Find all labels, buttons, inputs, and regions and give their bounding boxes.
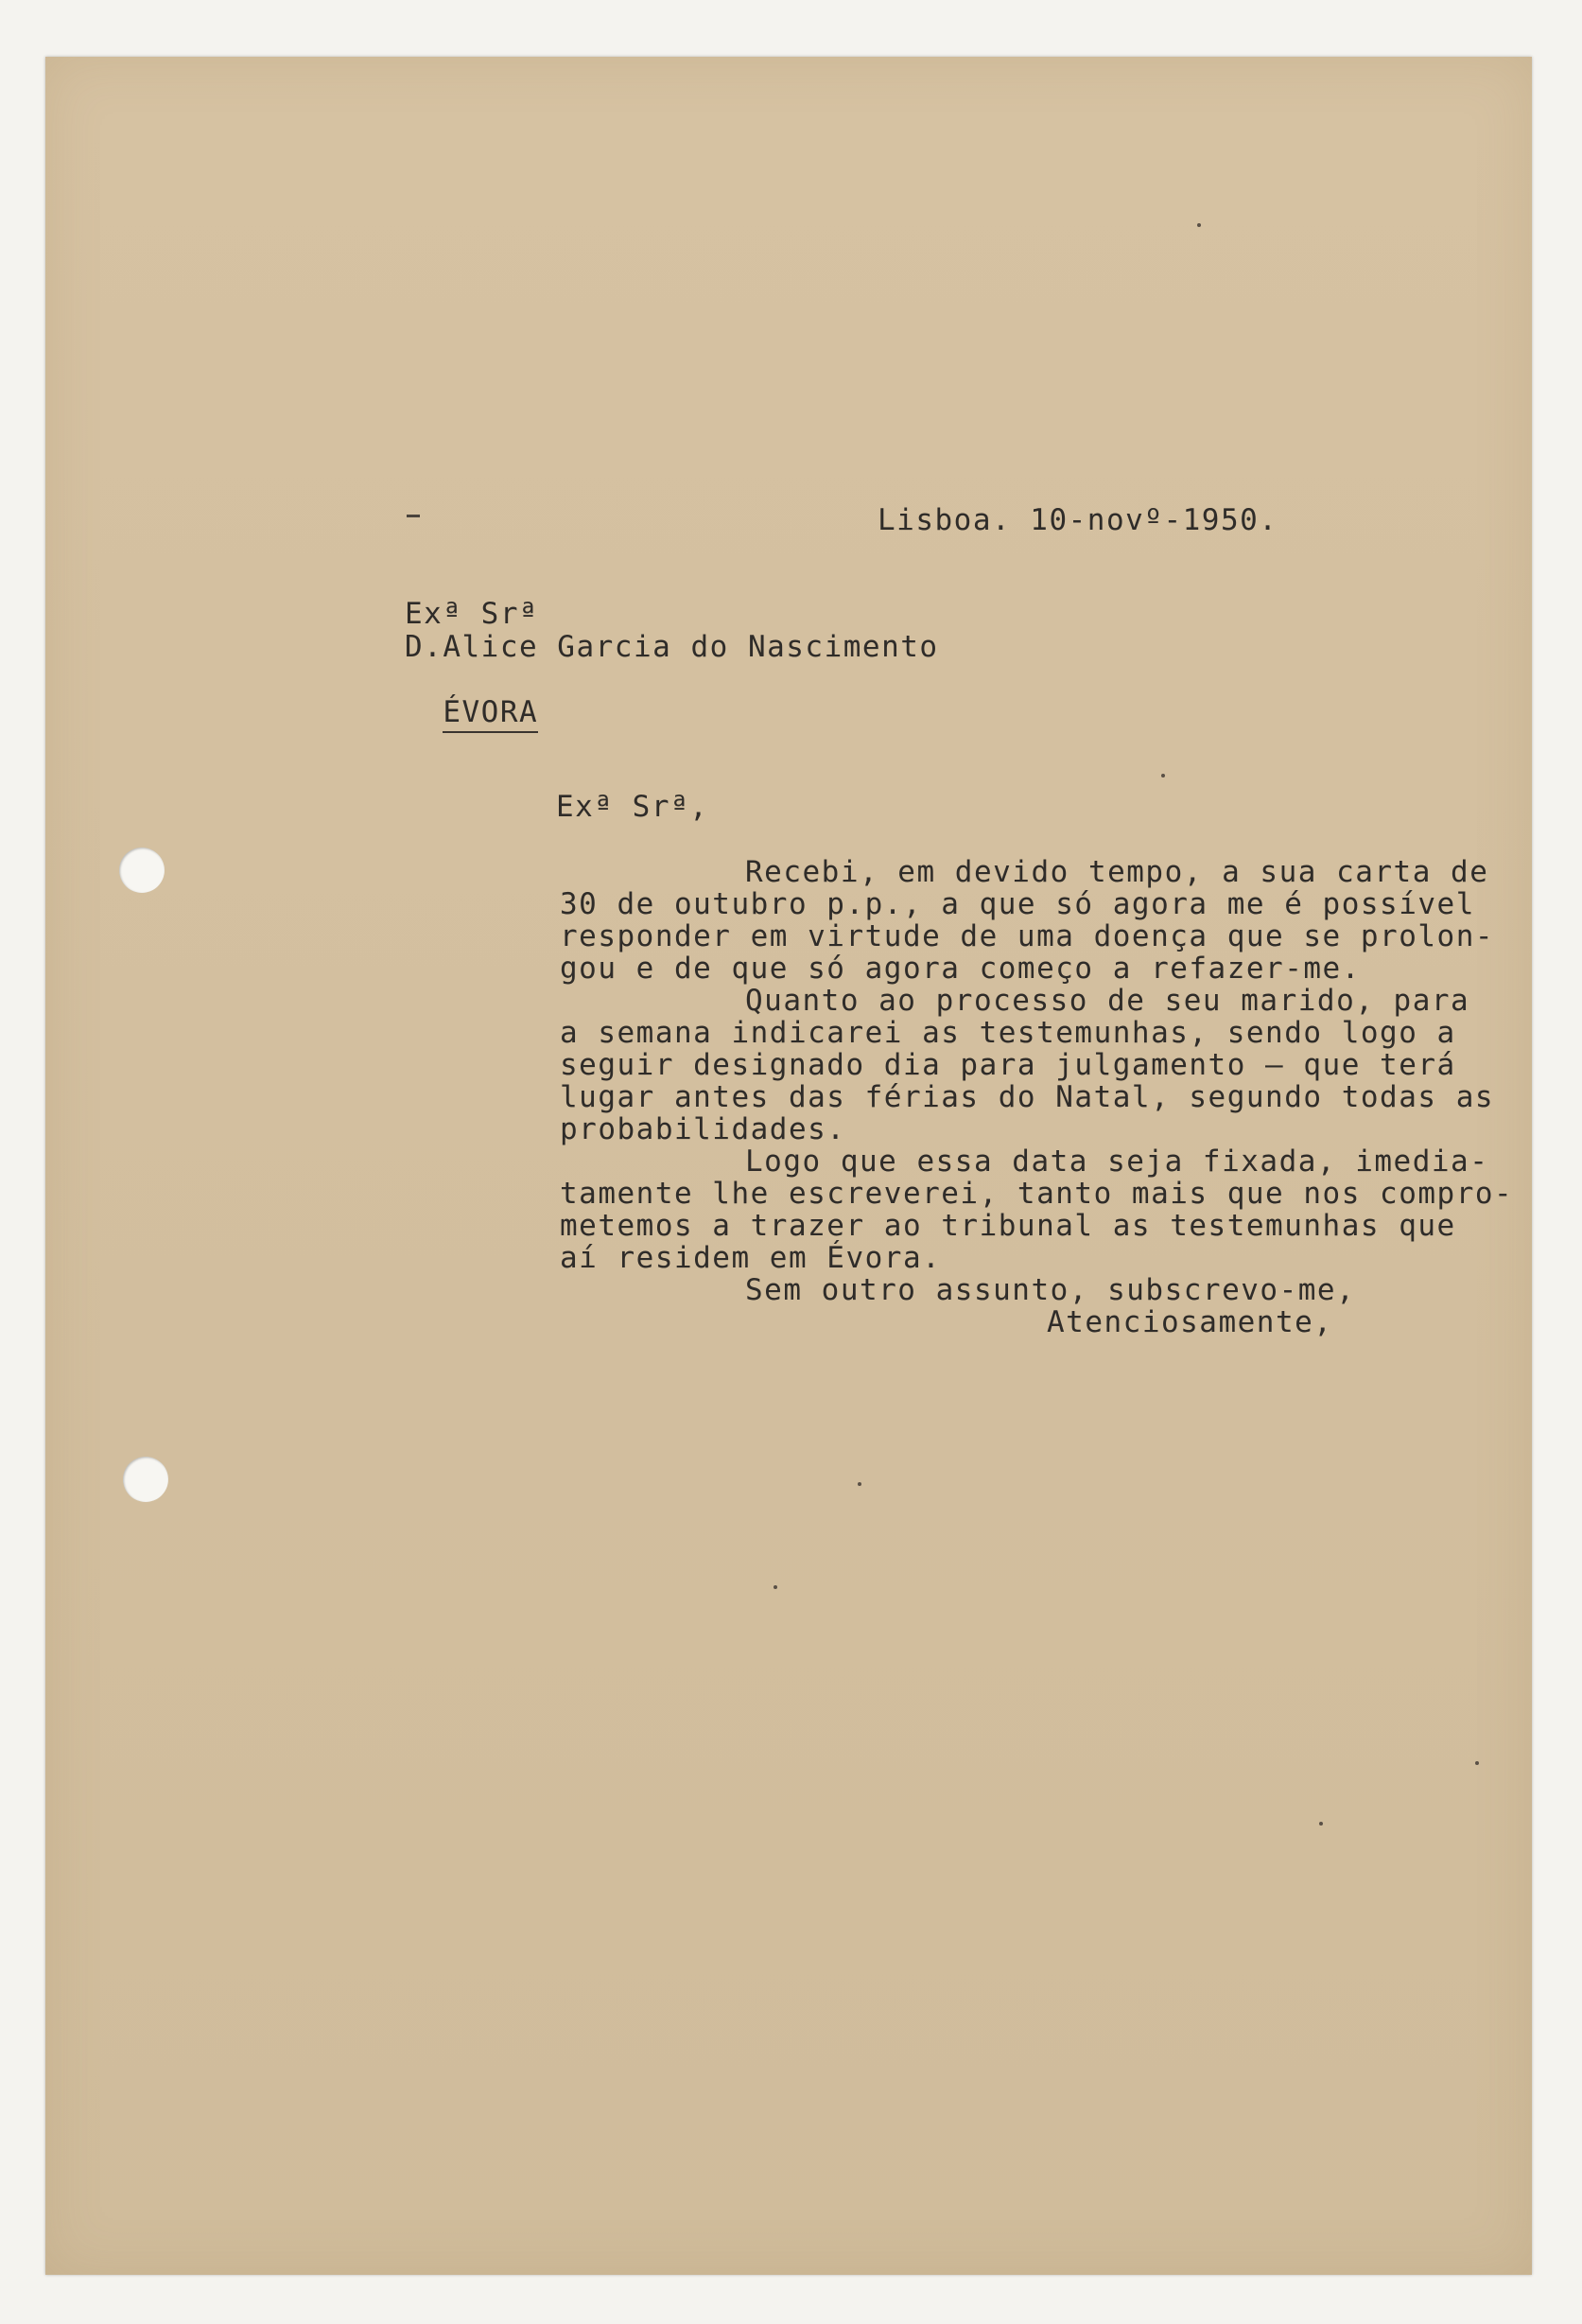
punch-hole-lower [123, 1457, 168, 1502]
body-line: probabilidades. [560, 1112, 846, 1146]
body-line: 30 de outubro p.p., a que só agora me é possível [560, 887, 1475, 921]
recipient-city: ÉVORA [443, 695, 538, 733]
body-line: seguir designado dia para julgamento — que terá [560, 1048, 1456, 1082]
body-line: Quanto ao processo de seu marido, para [745, 984, 1470, 1018]
paper-speck [1475, 1761, 1479, 1765]
paper-speck [774, 1585, 777, 1589]
recipient-name: D.Alice Garcia do Nascimento [405, 630, 939, 664]
punch-hole-upper [119, 847, 165, 893]
margin-mark [407, 515, 420, 517]
body-line: metemos a trazer ao tribunal as testemunhas que [560, 1209, 1456, 1243]
paper-speck [1319, 1822, 1323, 1826]
body-line: Recebi, em devido tempo, a sua carta de [745, 855, 1489, 889]
body-line: Sem outro assunto, subscrevo-me, [745, 1273, 1356, 1307]
paper-speck [1161, 774, 1165, 778]
salutation: Exª Srª, [556, 790, 709, 824]
body-line: responder em virtude de uma doença que se prolon- [560, 919, 1495, 953]
closing-line: Atenciosamente, [1047, 1305, 1333, 1339]
recipient-city-line [405, 664, 538, 728]
body-line: Logo que essa data seja fixada, imedia- [745, 1145, 1489, 1179]
letter-body [560, 855, 1514, 1339]
body-line: aí residem em Évora. [560, 1241, 942, 1275]
paper-speck [858, 1482, 861, 1486]
body-line: a semana indicarei as testemunhas, sendo logo a [560, 1016, 1456, 1050]
recipient-title: Exª Srª [405, 597, 539, 631]
body-line: lugar antes das férias do Natal, segundo todas as [560, 1080, 1495, 1114]
date-line: Lisboa. 10-novº-1950. [878, 503, 1278, 537]
paper-speck [1197, 223, 1201, 227]
body-line: gou e de que só agora começo a refazer-me. [560, 952, 1361, 986]
body-line: tamente lhe escreverei, tanto mais que nos compro- [560, 1177, 1514, 1211]
